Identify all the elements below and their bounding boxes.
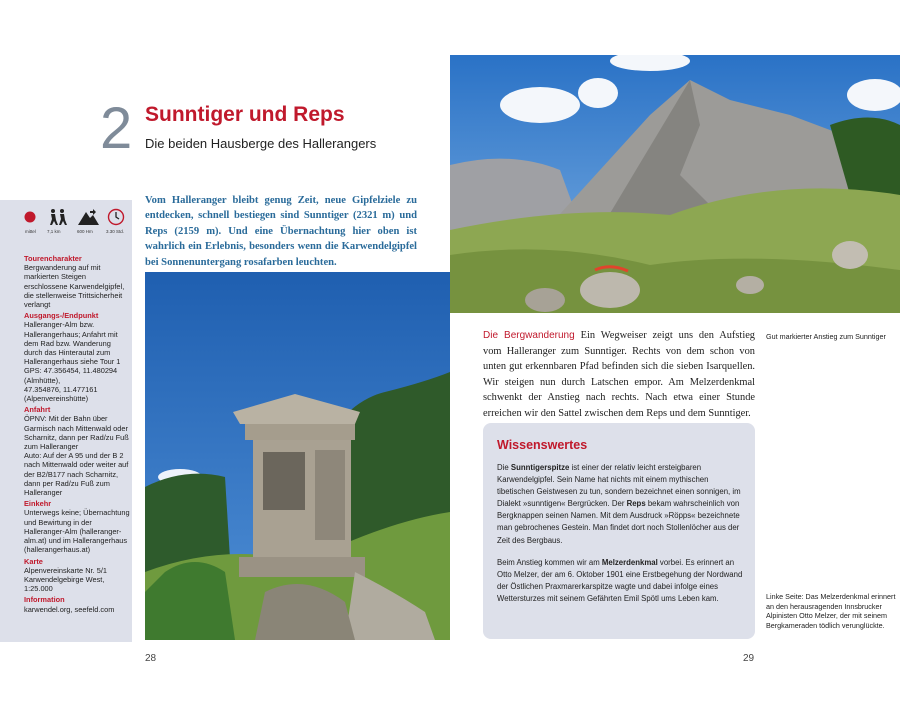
hikers-icon: [46, 207, 66, 227]
text-run: ist einer der relativ leicht ersteigbaren Karwendelgipfel. Sein Name hat nichts mit einem mythischen tibetischen Geistwesen zu tun, sondern bezeichnet einen sonnigen, im Dialekt »sunntigen« Bergrücken. Der: [497, 463, 741, 509]
clock-icon: [106, 207, 126, 227]
info-paragraph-2: [497, 557, 743, 605]
text-run: Die: [497, 463, 511, 472]
difficulty-dot-icon: [20, 207, 40, 227]
sidebar-heading: Einkehr: [24, 499, 52, 509]
caption-top: Gut markierter Anstieg zum Sunntiger: [766, 332, 886, 341]
term-melzerdenkmal: Melzerdenkmal: [601, 557, 658, 567]
sidebar-facts: [24, 252, 130, 614]
tour-subtitle: Die beiden Hausberge des Hallerangers: [145, 136, 377, 151]
term-reps: Reps: [626, 499, 646, 509]
sidebar-heading: Information: [24, 595, 65, 605]
sidebar-heading: Ausgangs-/Endpunkt: [24, 311, 99, 321]
text-run: Beim Anstieg kommen wir am: [497, 557, 602, 567]
sidebar-heading: Anfahrt: [24, 405, 51, 415]
term-sunntigerspitze: Sunntigerspitze: [510, 463, 570, 472]
elevation-label: 600 Hm: [77, 229, 93, 234]
body-text: Ein Wegweiser zeigt uns den Aufstieg vom Halleranger zum Sunntiger. Rechts von dem schon von unten gut erkennbaren Pfad befinden sich die sieben Isarquellen. Wir steigen nun durch Latschen empor. Am Melzerdenkmal schwenkt der Anstieg nach rechts. Nach etwa einer Stunde erreichen wir den Sattel zwischen dem Reps und dem Sunntiger.: [483, 330, 756, 419]
info-box-title: Wissenswertes: [497, 438, 588, 452]
text-run: vorbei. Es erinnert an Otto Melzer, der am 6. Oktober 1901 eine Erstbegehung der Nordwand der Östlichen Praxmarerkarspitze wagte und dabei infolge eines Wettersturzes mit seinem Gefährten Emil Spötl ums Leben kam.: [497, 557, 743, 603]
melzer-monument-photo: [145, 272, 450, 640]
body-lead: Die Bergwanderung: [483, 330, 575, 341]
page-number-left: 28: [145, 653, 157, 664]
sidebar-body: Halleranger-Alm bzw. Hallerangerhaus; Anfahrt mit dem Rad bzw. Wanderung durch das Hinterautal zum Hallerangerhaus siehe Tour 1 GPS: 47.356454, 11.480294 (Almhütte), 47.354876, 11.477161 (Alpenvereinshütte): [24, 320, 121, 404]
sidebar-body: karwendel.org, seefeld.com: [24, 604, 115, 614]
info-paragraph-1: [497, 462, 743, 547]
sidebar-body: ÖPNV: Mit der Bahn über Garmisch nach Mittenwald oder Scharnitz, dann per Rad/zu Fuß zum Halleranger Auto: Auf der A 95 und der B 2 nach Mittenwald oder weiter auf der B2/B177 nach Scharnitz, dann per Rad/zu Fuß zum Halleranger: [24, 414, 129, 498]
sidebar-body: Unterwegs keine; Übernachtung und Bewirtung in der Halleranger-Alm (halleranger-alm.at) und im Hallerangerhaus (hallerangerhaus.at): [24, 508, 130, 555]
difficulty-label: mittel: [25, 229, 36, 234]
info-box-text: [497, 462, 743, 615]
tour-title: Sunntiger und Reps: [145, 103, 345, 126]
intro-paragraph: Vom Halleranger bleibt genug Zeit, neue Gipfelziele zu entdecken, schnell bestiegen sind Sunntiger (2321 m) und Reps (2159 m). Und eine Übernachtung hier oben ist wahrlich ein Erlebnis, besonders wenn die Karwendelgipfel bei Sonnenuntergang rosafarben leuchten.: [145, 195, 417, 268]
text-run: bekam wahrscheinlich von Bergknappen seinen Namen. Mit dem Ausdruck »Röpps« bezeichnete man gebrochenes Gestein. Man findet dort noch Stollenlöcher aus der Zeit des Bergbaus.: [497, 499, 740, 545]
caption-bottom: Linke Seite: Das Melzerdenkmal erinnert an den herausragenden Innsbrucker Alpinisten Otto Melzer, der mit seinem Bergkameraden tödlich verunglückte.: [766, 592, 896, 630]
duration-label: 3.30 Std.: [106, 229, 125, 234]
sunntiger-ascent-photo: [450, 55, 900, 313]
sidebar-body: Alpenvereinskarte Nr. 5/1 Karwendelgebirge West, 1:25.000: [24, 565, 107, 594]
page-number-right: 29: [743, 653, 755, 664]
mountain-icon: [76, 207, 96, 227]
body-paragraph: [483, 328, 755, 421]
sidebar-heading: Karte: [24, 556, 43, 566]
tour-number: 2: [100, 96, 133, 161]
sidebar-body: Bergwanderung auf mit markierten Steigen erschlossene Karwendelgipfel, die stellenweise Trittsicherheit verlangt: [24, 263, 125, 310]
sidebar-heading: Tourencharakter: [24, 254, 82, 263]
distance-label: 7,1 km: [47, 229, 61, 234]
